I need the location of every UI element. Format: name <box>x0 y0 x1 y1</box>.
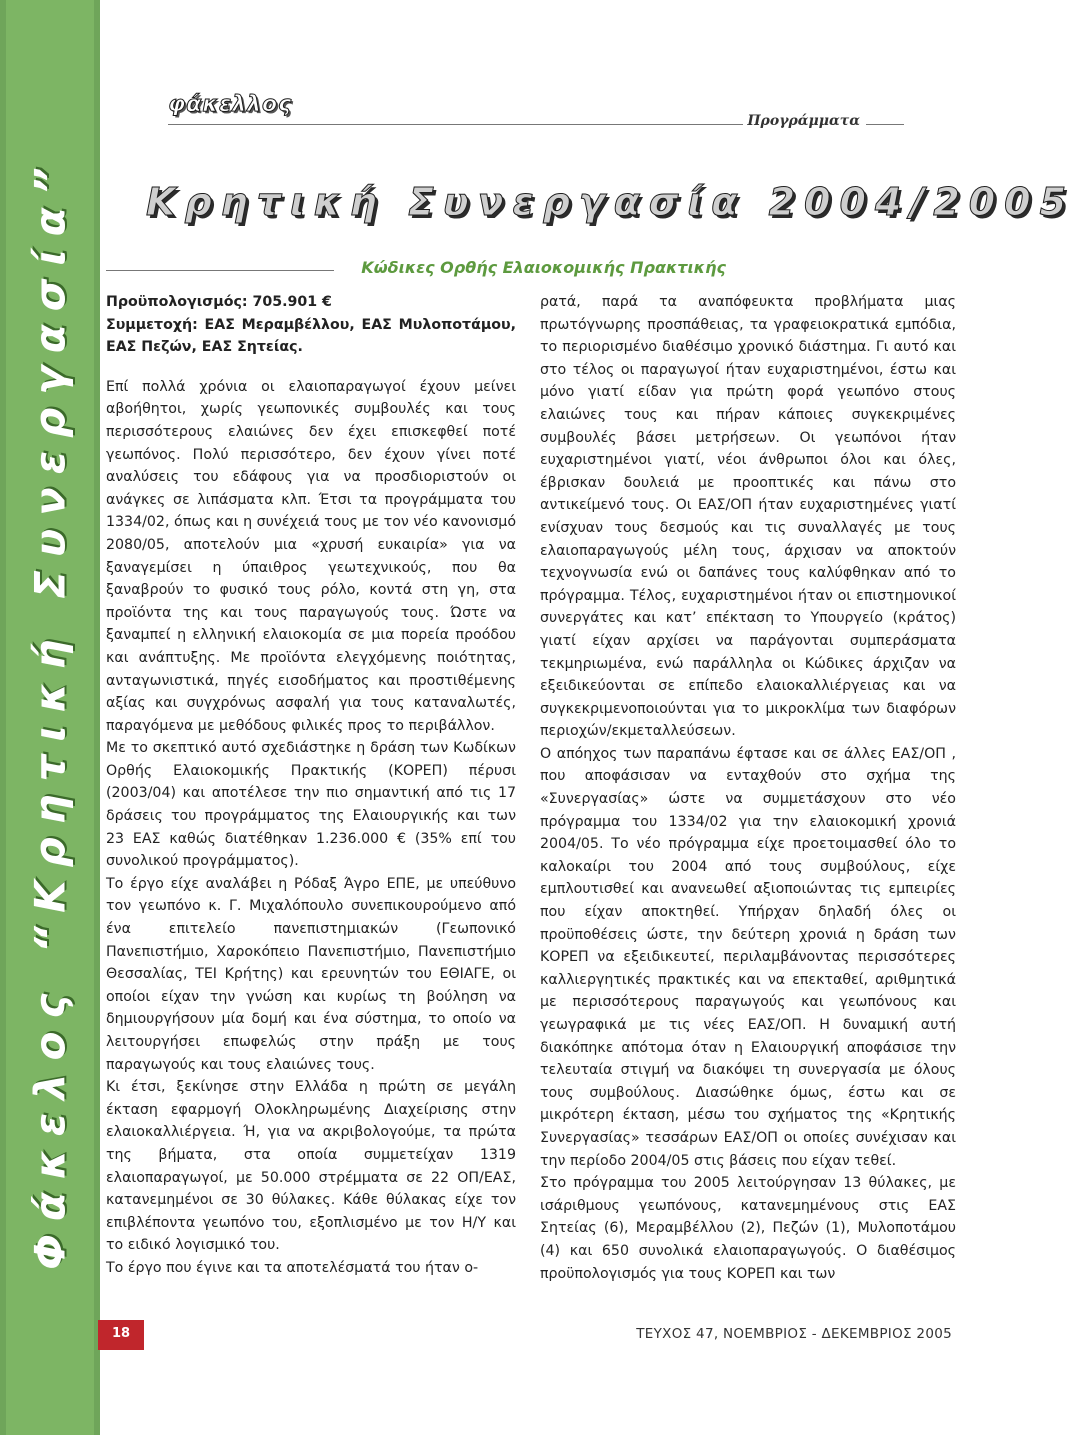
category-rule <box>866 124 904 125</box>
paragraph: Κι έτσι, ξεκίνησε στην Ελλάδα η πρώτη σε μεγάλη έκταση εφαρμογή Ολοκληρωμένης Διαχείρισης στην ελαιοκαλλιέργεια. Ή, για να ακριβολογούμε, τα πρώτα της βήματα, στα οποία συμμετείχαν 1319 ελαιοπαραγωγοί, με 50.000 στρέμματα σε 22 ΟΠ/ΕΑΣ, κατανεμημένοι σε 30 θύλακες. Κάθε θύλακας είχε τον επιβλέποντα γεωπόνο του, εξοπλισμένο με τον Η/Υ και το ειδικό λογισμικό του. <box>106 1079 516 1254</box>
paragraph: Ο απόηχος των παραπάνω έφτασε και σε άλλες ΕΑΣ/ΟΠ , που αποφάσισαν να ενταχθούν στο σχήμα της «Συνεργασίας» ώστε να συμμετάσχουν στο νέο πρόγραμμα του 1334/02 για την ελαιοκομική χρονιά 2004/05. Το νέο πρόγραμμα είχε προετοιμασθεί όλο το καλοκαίρι του 2004 από τους συμβούλους, είχε εμπλουτισθεί και ανανεωθεί αξιοποιώντας τις εμπειρίες που είχαν αποκτηθεί. Υπήρχαν δηλαδή όλες οι προϋποθέσεις ώστε, την δεύτερη χρονιά η δράση των ΚΟΡΕΠ να εξειδικευτεί, περιλαμβάνοντας περισσότερες καλλιεργητικές πρακτικές και να επεκταθεί, αριθμητικά με περισσότερους παραγωγούς και γεωπόνους και γεωγραφικά με τις νέες ΕΑΣ/ΟΠ. Η δυναμική αυτή διακόπηκε απότομα όταν η Ελαιουργική αποφάσισε την τελευταία στιγμή να διακόψει τη συνεργασία με όλους τους συμβούλους. Διασώθηκε όμως, έστω και σε μικρότερη έκταση, μέσω του σχήματος της «Κρητικής Συνεργασίας» τεσσάρων ΕΑΣ/ΟΠ οι οποίες συνέχισαν και την περίοδο 2004/05 στις βάσεις που είχαν τεθεί. <box>540 745 956 1169</box>
issue-line: ΤΕΥΧΟΣ 47, ΝΟΕΜΒΡΙΟΣ - ΔΕΚΕΜΒΡΙΟΣ 2005 <box>636 1326 952 1342</box>
paragraph: Το έργο που έγινε και τα αποτελέσματά του ήταν ο- <box>106 1259 479 1276</box>
article-title: Κρητική Συνεργασία 2004/2005 <box>146 180 1075 224</box>
participation-line: Συμμετοχή: ΕΑΣ Μεραμβέλλου, ΕΑΣ Μυλοποτάμου, ΕΑΣ Πεζών, ΕΑΣ Σητείας. <box>106 316 516 356</box>
paragraph: Με το σκεπτικό αυτό σχεδιάστηκε η δράση των Κωδίκων Ορθής Ελαιοκομικής Πρακτικής (ΚΟΡΕΠ) πέρυσι (2003/04) και αποτέλεσε την πιο σημαντική από τις 17 δράσεις του προγράμματος της Ελαιουργικής και των 23 ΕΑΣ καθώς διατέθηκαν 1.236.000 € (35% επί του συνολικού προγράμματος). <box>106 740 516 870</box>
page-number: 18 <box>111 1326 131 1341</box>
article-meta <box>106 291 516 359</box>
article-subtitle: Κώδικες Ορθής Ελαιοκομικής Πρακτικής <box>361 258 726 277</box>
left-column <box>106 291 516 1280</box>
paragraph: ρατά, παρά τα αναπόφευκτα προβλήματα μιας πρωτόγνωρης προσπάθειας, τα γραφειοκρατικά εμπόδια, το περιορισμένο διαθέσιμο χρονικό διάστημα. Γι αυτό και στο τέλος οι παραγωγοί ήταν ευχαριστημένοι, έστω και μόνο γιατί είδαν για πρώτη φορά γεωπόνο στους ελαιώνες τους και πήραν κάποιες συγκεκριμένες συμβουλές βάσει μετρήσεων. Οι γεωπόνοι ήταν ευχαριστημένοι γιατί, νέοι άνθρωποι όλοι και όλες, έβρισκαν δουλειά με προοπτικές και πάνω στο αντικείμενό τους. Οι ΕΑΣ/ΟΠ ήταν ευχαριστημένες γιατί ενίσχυαν τους δεσμούς και τις συναλλαγές με τους ελαιοπαραγωγούς μέλη τους, άρχισαν να αποκτούν τεχνογνωσία ενώ οι δαπάνες τους καλύφθηκαν από το πρόγραμμα. Τέλος, ευχαριστημένοι ήταν οι επιστημονικοί συνεργάτες και κατ’ επέκταση το Υπουργείο (κράτος) γιατί είχαν αρχίσει να παράγονται συμπεράσματα τεκμηριωμένα, ενώ παράλληλα οι Κώδικες άρχιζαν να εξειδικεύονται σε επίπεδο ελαιοκαλλιέργειας και να συγκεκριμενοποιούνται για το μικροκλίμα των διαφόρων περιοχών/εκμεταλλεύσεων. <box>540 294 956 740</box>
sidebar-title: Φάκελος “Κρητική Συνεργασία” <box>25 154 75 1270</box>
budget-line: Προϋπολογισμός: 705.901 € <box>106 294 332 310</box>
paragraph: Επί πολλά χρόνια οι ελαιοπαραγωγοί έχουν μείνει αβοήθητοι, χωρίς γεωπονικές συμβουλές και τους περισσότερους ελαιώνες δεν έχει επισκεφθεί ποτέ γεωπόνος. Πολύ περισσότερο, δεν έχουν γίνει ποτέ αναλύσεις του εδάφους για να προσδιοριστούν οι ανάγκες σε λιπάσματα κλπ. Έτσι τα προγράμματα του 1334/02, όπως και η συνέχειά τους με τον νέο κανονισμό 2080/05, αποτελούν μια «χρυσή ευκαιρία» για να ξαναγεμίσει η ύπαιθρος γεωτεχνικούς, που θα ξαναβρούν το φυσικό τους ρόλο, κοντά στη γη, στα προϊόντα της και τους παραγωγούς τους. Ώστε να ξαναμπεί η ελληνική ελαιοκομία σε μια πορεία προόδου και ανάπτυξης. Με προϊόντα ελεγχόμενης ποιότητας, ανταγωνιστικά, πηγές εισοδήματος και προστιθέμενης αξίας και συγχρόνως ασφαλή για τους καταναλωτές, παραγόμενα με μεθόδους φιλικές προς το περιβάλλον. <box>106 378 516 734</box>
section-label: φάκελλος <box>168 92 293 117</box>
paragraph: Το έργο είχε αναλάβει η Ρόδαξ Άγρο ΕΠΕ, με υπεύθυνο τον γεωπόνο κ. Γ. Μιχαλόπουλο συνεπικουρούμενο από ένα επιτελείο πανεπιστημιακών (Γεωπονικό Πανεπιστήμιο, Χαροκόπειο Πανεπιστήμιο, Πανεπιστήμιο Θεσσαλίας, ΤΕΙ Κρήτης) και ερευνητών του ΕΘΙΑΓΕ, οι οποίοι είχαν την γνώση και κυρίως τη βούληση να δημιουργήσουν μία δομή και ένα σύστημα, το οποίο να λειτουργήσει επωφελώς στην πράξη με τους παραγωγούς και τους ελαιώνες τους. <box>106 875 516 1073</box>
category-label: Προγράμματα <box>743 113 860 129</box>
right-column <box>540 291 956 1285</box>
sidebar-band <box>0 0 100 1435</box>
paragraph: Στο πρόγραμμα του 2005 λειτούργησαν 13 θύλακες, με ισάριθμους γεωπόνους, κατανεμημένους στις ΕΑΣ Σητείας (6), Μεραμβέλλου (2), Πεζών (1), Μυλοποτάμου (4) και 650 συνολικά ελαιοπαραγωγούς. Ο διαθέσιμος προϋπολογισμός για τους ΚΟΡΕΠ και των <box>540 1175 956 1282</box>
